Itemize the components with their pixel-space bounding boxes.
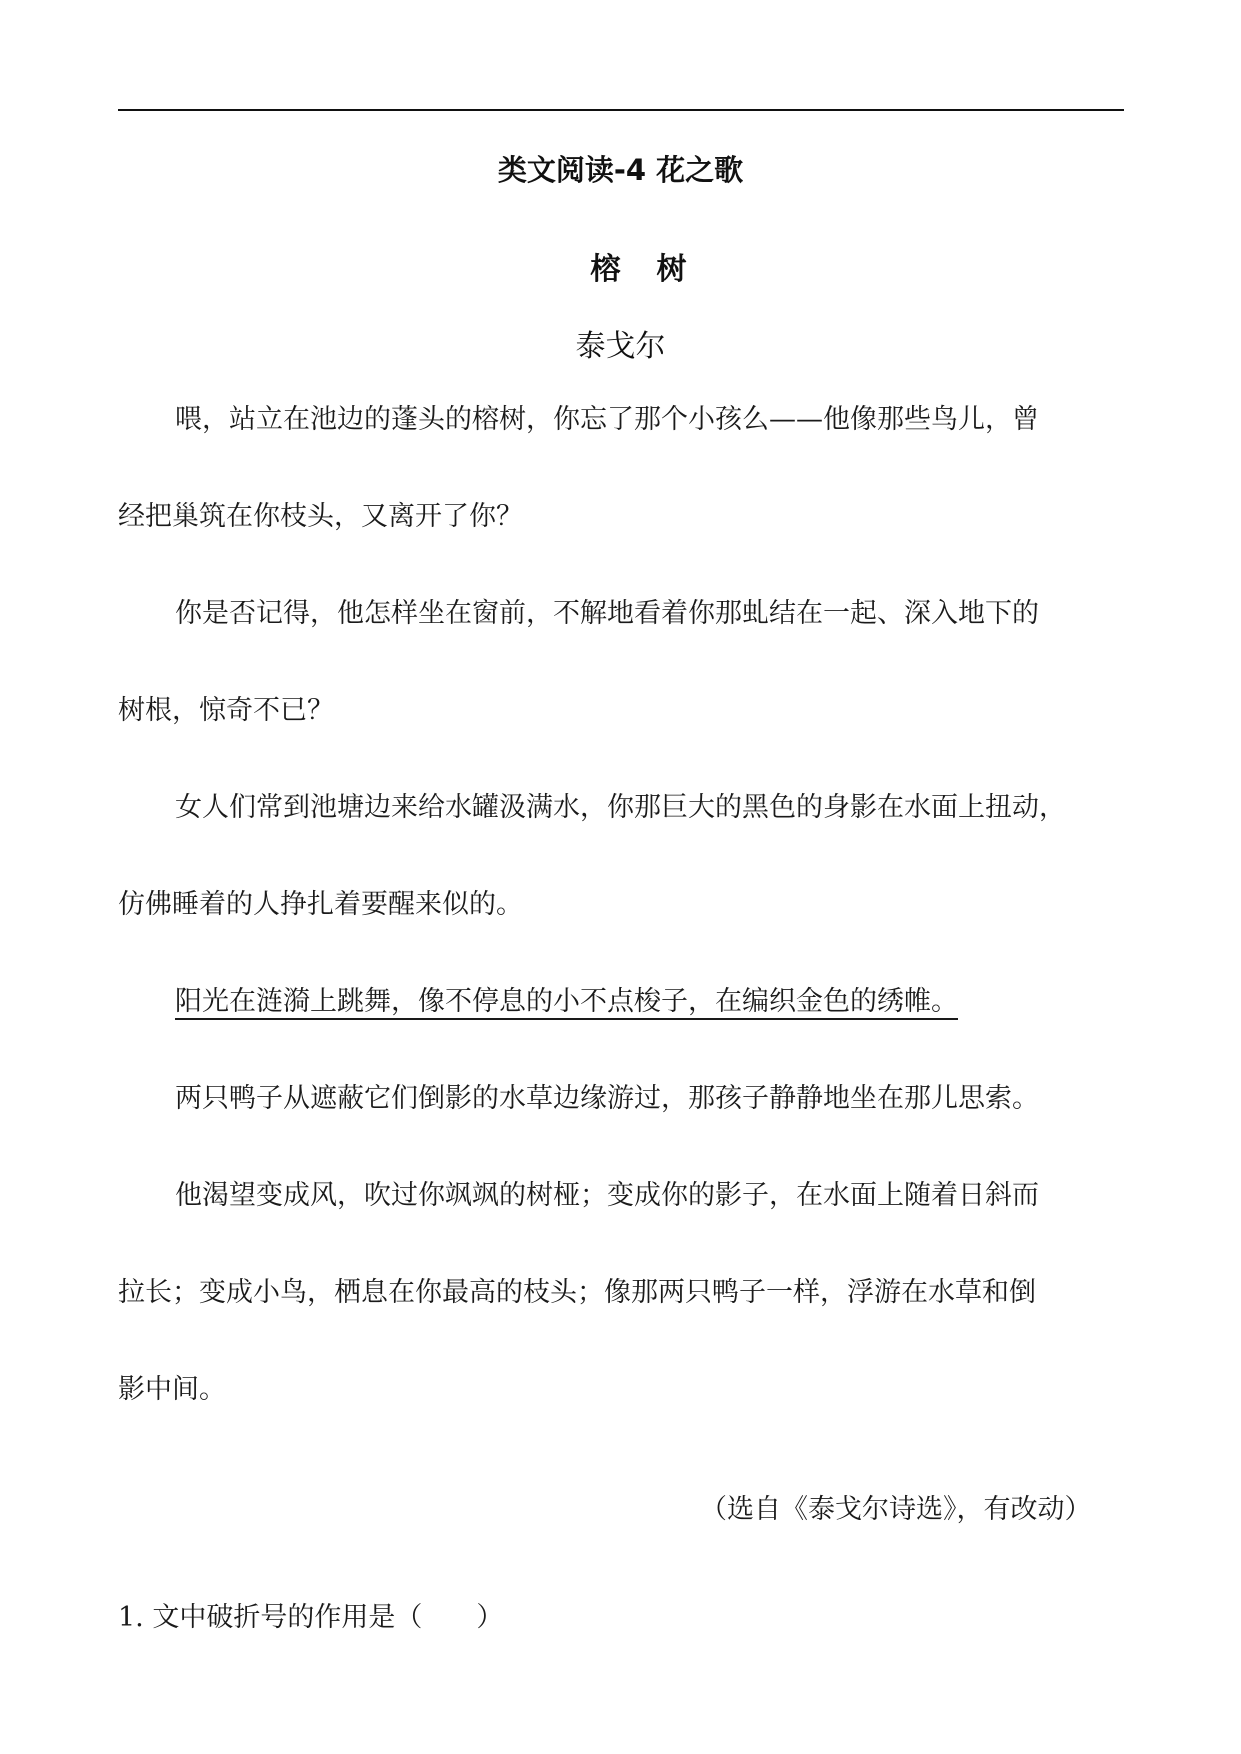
poem-line: 经把巢筑在你枝头，又离开了你？ [118,501,523,532]
poem-line: 你是否记得，他怎样坐在窗前，不解地看着你那虬结在一起、深入地下的 [175,598,1039,629]
poem-author: 泰戈尔 [575,329,666,364]
poem-line: 女人们常到池塘边来给水罐汲满水，你那巨大的黑色的身影在水面上扭动， [175,792,1066,823]
poem-line: 树根，惊奇不已？ [118,695,334,726]
header-rule [118,109,1124,111]
question-1: 1. 文中破折号的作用是（ ） [118,1602,504,1633]
poem-title: 榕树 [590,252,723,287]
poem-line: 影中间。 [118,1374,226,1405]
poem-line: 仿佛睡着的人挣扎着要醒来似的。 [118,889,523,920]
poem-line: 两只鸭子从遮蔽它们倒影的水草边缘游过，那孩子静静地坐在那儿思索。 [175,1083,1039,1114]
poem-line-underlined: 阳光在涟漪上跳舞，像不停息的小不点梭子，在编织金色的绣帷。 [175,986,958,1017]
poem-line: 他渴望变成风，吹过你飒飒的树桠；变成你的影子，在水面上随着日斜而 [175,1180,1039,1211]
doc-title: 类文阅读-4 花之歌 [497,153,744,187]
poem-source: （选自《泰戈尔诗选》，有改动） [700,1494,1092,1525]
poem-line: 拉长；变成小鸟，栖息在你最高的枝头；像那两只鸭子一样，浮游在水草和倒 [118,1277,1036,1308]
poem-line: 喂，站立在池边的蓬头的榕树，你忘了那个小孩么——他像那些鸟儿，曾 [175,404,1039,435]
